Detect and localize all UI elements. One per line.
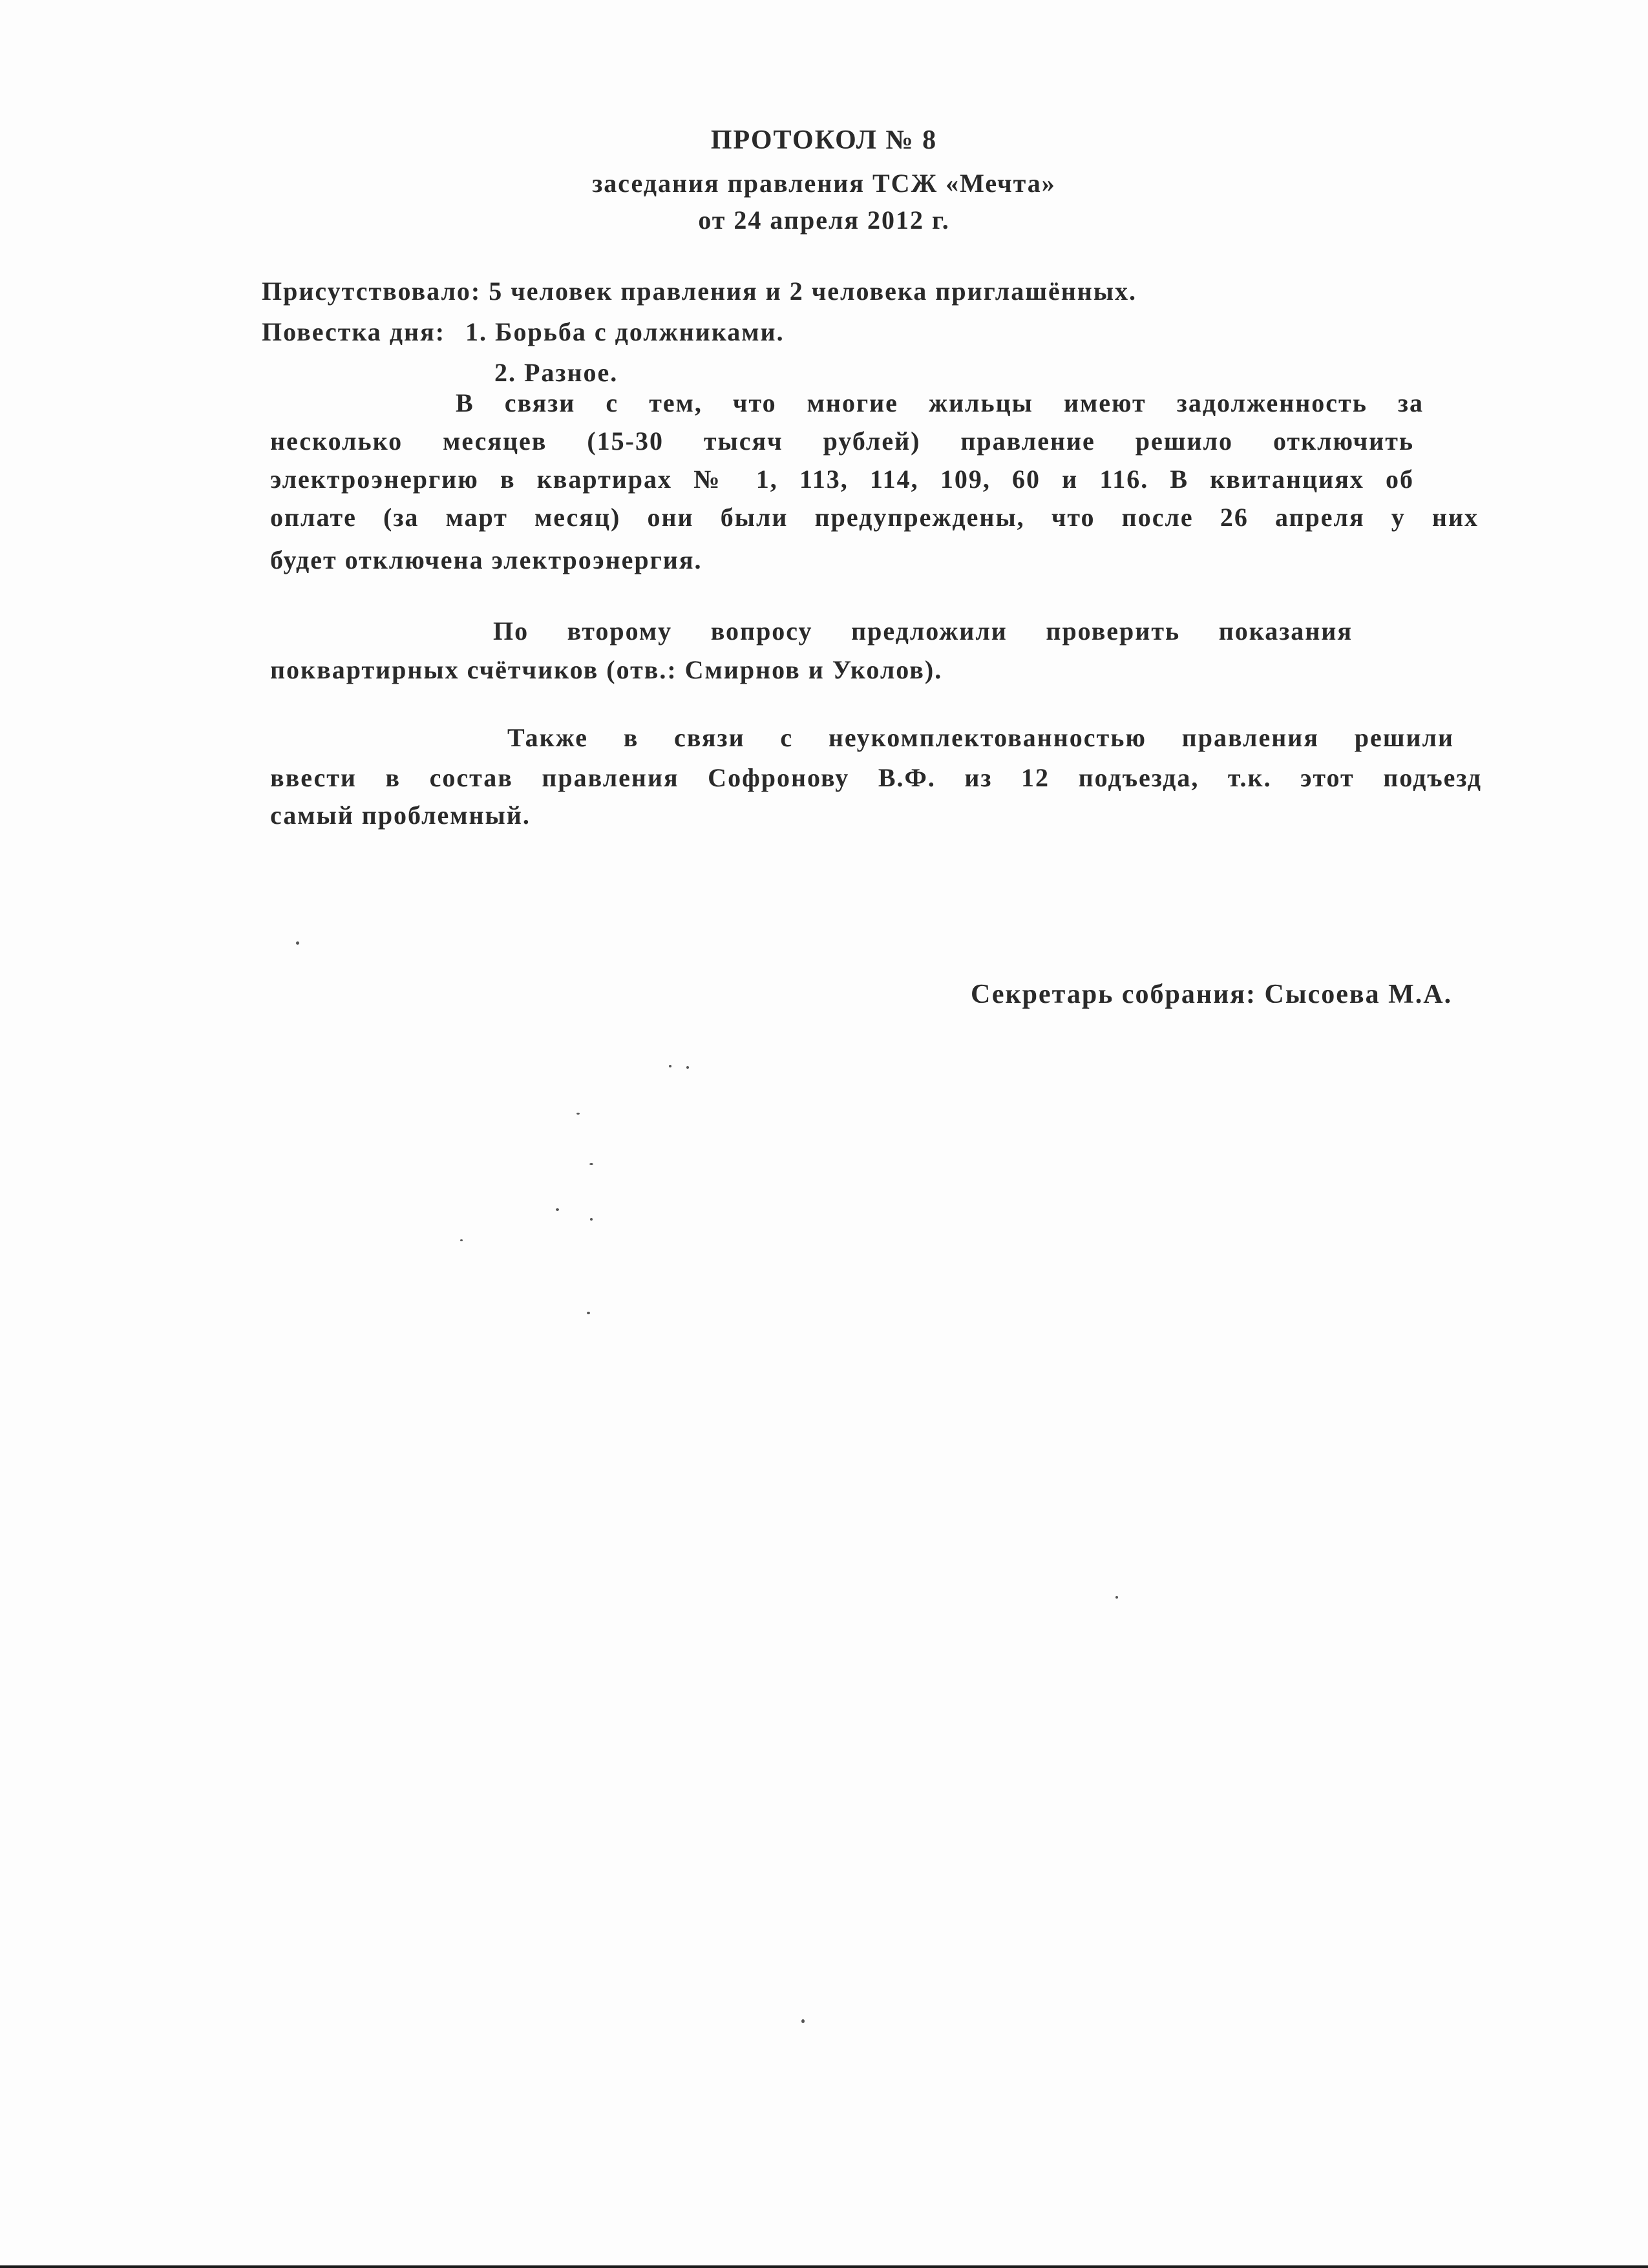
scan-speck <box>686 1066 689 1069</box>
paragraph-2-line-1: По второму вопросу предложили проверить показания <box>493 616 1353 646</box>
scan-speck <box>1115 1596 1118 1599</box>
scan-speck <box>587 1312 590 1314</box>
paragraph-1-line-3: электроэнергию в квартирах № 1, 113, 114, 109, 60 и 116. В квитанциях об <box>270 465 1414 494</box>
document-title: ПРОТОКОЛ № 8 <box>710 125 938 155</box>
scan-speck <box>669 1065 671 1067</box>
attendance-line: Присутствовало: 5 человек правления и 2 человека приглашённых. <box>262 277 1137 306</box>
scan-speck <box>296 941 299 945</box>
paragraph-3-line-1: Также в связи с неукомплектованностью правления решили <box>507 723 1454 752</box>
secretary-signature: Секретарь собрания: Сысоева М.А. <box>971 980 1453 1009</box>
paragraph-1-line-4: оплате (за март месяц) они были предупреждены, что после 26 апреля у них <box>270 503 1479 532</box>
paragraph-1-line-2: несколько месяцев (15-30 тысяч рублей) правление решило отключить <box>270 426 1414 456</box>
agenda-label: Повестка дня: <box>262 317 446 346</box>
scan-speck <box>590 1218 593 1221</box>
scan-speck <box>576 1113 580 1115</box>
document-date: от 24 апреля 2012 г. <box>698 205 950 235</box>
scan-speck <box>801 2019 805 2023</box>
scan-speck <box>589 1163 593 1165</box>
paragraph-1-line-1: В связи с тем, что многие жильцы имеют задолженность за <box>456 388 1424 417</box>
scan-speck <box>556 1208 559 1211</box>
agenda-item-1: 1. Борьба с должниками. <box>465 317 785 346</box>
paragraph-3-line-3: самый проблемный. <box>270 801 531 830</box>
paragraph-3-line-2: ввести в состав правления Софронову В.Ф. из 12 подъезда, т.к. этот подъезд <box>270 763 1482 792</box>
paragraph-2-line-2: поквартирных счётчиков (отв.: Смирнов и Уколов). <box>270 655 943 684</box>
document-subtitle: заседания правления ТСЖ «Мечта» <box>592 169 1056 198</box>
agenda-item-2: 2. Разное. <box>494 358 618 387</box>
scan-bottom-edge <box>0 2265 1648 2268</box>
scan-speck <box>460 1239 463 1241</box>
paragraph-1-line-5: будет отключена электроэнергия. <box>270 545 703 574</box>
